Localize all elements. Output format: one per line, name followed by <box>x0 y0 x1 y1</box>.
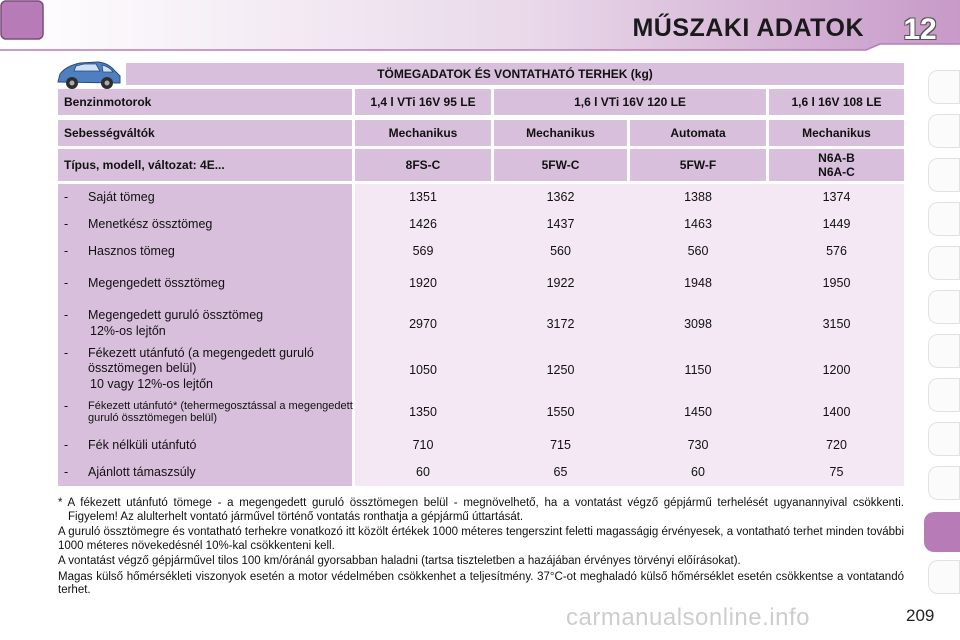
gearbox-header-row <box>58 120 904 146</box>
table-cell: 1362 <box>546 190 575 204</box>
table-cell: 1550 <box>546 405 575 419</box>
table-cell: 1463 <box>684 217 712 231</box>
row-dash: - <box>64 438 69 452</box>
page-number: 209 <box>906 606 935 625</box>
table-cell: 1426 <box>409 217 437 231</box>
table-cell: 1388 <box>684 190 712 204</box>
car-icon <box>54 58 124 92</box>
engine-cell: 1,4 l VTi 16V 95 LE <box>355 89 491 115</box>
type-cell: 8FS-C <box>355 149 491 181</box>
table-cell: 1948 <box>684 276 712 290</box>
table-cell: 1922 <box>546 276 575 290</box>
row-dash: - <box>64 399 69 413</box>
chapter-tab[interactable] <box>928 246 960 280</box>
table-cell: 560 <box>550 244 571 258</box>
table-cell: 1200 <box>822 363 851 377</box>
row-label: Megengedett guruló össztömeg <box>88 308 264 322</box>
note-paragraph: A vontatást végző gépjárművel tilos 100 km/óránál gyorsabban haladni (tartsa tiszteletben a hazájában érvényes törvényi előírásokat). <box>58 555 741 567</box>
row-dash: - <box>64 217 69 231</box>
table-cell: 710 <box>412 438 434 452</box>
chapter-badge-icon <box>0 0 44 40</box>
row-dash: - <box>64 346 69 360</box>
gearbox-cell: Automata <box>630 120 766 146</box>
chapter-tab[interactable] <box>928 70 960 104</box>
chapter-tabs <box>928 60 960 620</box>
row-dash: - <box>64 276 69 290</box>
table-cell: 560 <box>687 244 709 258</box>
chapter-tab[interactable] <box>928 290 960 324</box>
row-label: Hasznos tömeg <box>88 244 175 258</box>
page-title: MŰSZAKI ADATOK <box>632 14 864 42</box>
table-cell: 65 <box>553 465 568 479</box>
chapter-tab[interactable] <box>928 466 960 500</box>
table-cell: 569 <box>412 244 434 258</box>
engine-cell: 1,6 l VTi 16V 120 LE <box>494 89 766 115</box>
chapter-tab[interactable] <box>928 378 960 412</box>
row-dash: - <box>64 465 69 479</box>
table-title: TÖMEGADATOK ÉS VONTATHATÓ TERHEK (kg) <box>126 63 904 85</box>
table-cell: 720 <box>826 438 847 452</box>
note-paragraph: A guruló össztömegre és vontatható terhekre vonatkozó itt közölt értékek 1000 méteres tengerszint feletti magasságig érvényesek, a vontatható terhet minden további 1000 méteres növekedésnél 10%-kal csökkenteni kell. <box>58 526 904 552</box>
type-cell: 5FW-C <box>494 149 627 181</box>
chapter-tab[interactable] <box>928 422 960 456</box>
chapter-tab[interactable] <box>928 560 960 594</box>
table-cell: 1920 <box>409 276 437 290</box>
chapter-number: 12 <box>903 13 937 46</box>
row-dash: - <box>64 190 69 204</box>
table-cell: 1450 <box>684 405 712 419</box>
gearbox-cell: Mechanikus <box>355 120 491 146</box>
gearbox-label: Sebességváltók <box>58 120 352 146</box>
table-cell: 1351 <box>409 190 437 204</box>
type-label: Típus, modell, változat: 4E... <box>58 149 352 181</box>
engine-cell: 1,6 l 16V 108 LE <box>769 89 904 115</box>
footnote: * A fékezett utánfutó tömege - a megengedett guruló össztömegen belül - megnövelhető, ha a vontatást végző gépjármű terhelését ugyanannyival csökkenti. Figyelem! Az alulterhelt vontató járművel történő vontatás ronthatja a gépjármű úttartását. <box>58 497 904 523</box>
row-label: Ajánlott támaszsúly <box>88 465 196 479</box>
table-cell: 1050 <box>409 363 437 377</box>
chapter-tab[interactable] <box>928 158 960 192</box>
type-code: N6A-C <box>818 165 855 179</box>
type-header-row <box>58 149 904 181</box>
table-cell: 576 <box>826 244 847 258</box>
row-sublabel: 10 vagy 12%-os lejtőn <box>90 377 213 391</box>
row-label: Fék nélküli utánfutó <box>88 438 197 452</box>
gearbox-cell: Mechanikus <box>769 120 904 146</box>
table-cell: 2970 <box>409 317 437 331</box>
table-cell: 75 <box>829 465 844 479</box>
table-cell: 730 <box>687 438 709 452</box>
row-sublabel: 12%-os lejtőn <box>90 324 166 338</box>
chapter-tab[interactable] <box>928 334 960 368</box>
chapter-tab-active[interactable] <box>924 512 960 552</box>
row-dash: - <box>64 308 69 322</box>
table-cell: 1250 <box>546 363 575 377</box>
row-label: Saját tömeg <box>88 190 155 204</box>
table-cell: 60 <box>416 465 430 479</box>
row-label: Fékezett utánfutó* (tehermegosztással a megengedett guruló össztömegen belül) <box>88 400 353 424</box>
row-label: Fékezett utánfutó (a megengedett guruló össztömegen belül) <box>88 346 314 375</box>
table-cell: 1350 <box>409 405 437 419</box>
table-cell: 1150 <box>684 363 712 377</box>
table-cell: 1374 <box>822 190 851 204</box>
table-cell: 3172 <box>546 317 575 331</box>
table-cell: 1950 <box>822 276 851 290</box>
table-cell: 3150 <box>822 317 851 331</box>
row-label: Menetkész össztömeg <box>88 217 213 231</box>
chapter-tab[interactable] <box>928 202 960 236</box>
table-cell: 1449 <box>822 217 851 231</box>
row-dash: - <box>64 244 69 258</box>
table-cell: 1400 <box>822 405 851 419</box>
watermark: carmanualsonline.info <box>566 604 810 631</box>
table-cell: 3098 <box>684 317 712 331</box>
engine-label: Benzinmotorok <box>58 89 352 115</box>
type-cell: 5FW-F <box>630 149 766 181</box>
table-cell: 60 <box>691 465 705 479</box>
note-paragraph: Magas külső hőmérsékleti viszonyok esetén a motor védelmében csökkenhet a teljesítmény. 37°C-ot meghaladó külső hőmérséklet esetén csökkentse a vontatandó terhet. <box>58 570 904 596</box>
chapter-tab[interactable] <box>928 114 960 148</box>
page-header <box>0 0 960 58</box>
type-cell <box>769 149 904 181</box>
gearbox-cell: Mechanikus <box>494 120 627 146</box>
type-code: N6A-B <box>818 151 855 165</box>
notes-section <box>58 497 904 600</box>
table-cell: 715 <box>550 438 571 452</box>
engine-header-row <box>58 89 904 115</box>
table-cell: 1437 <box>546 217 575 231</box>
row-label: Megengedett össztömeg <box>88 276 225 290</box>
